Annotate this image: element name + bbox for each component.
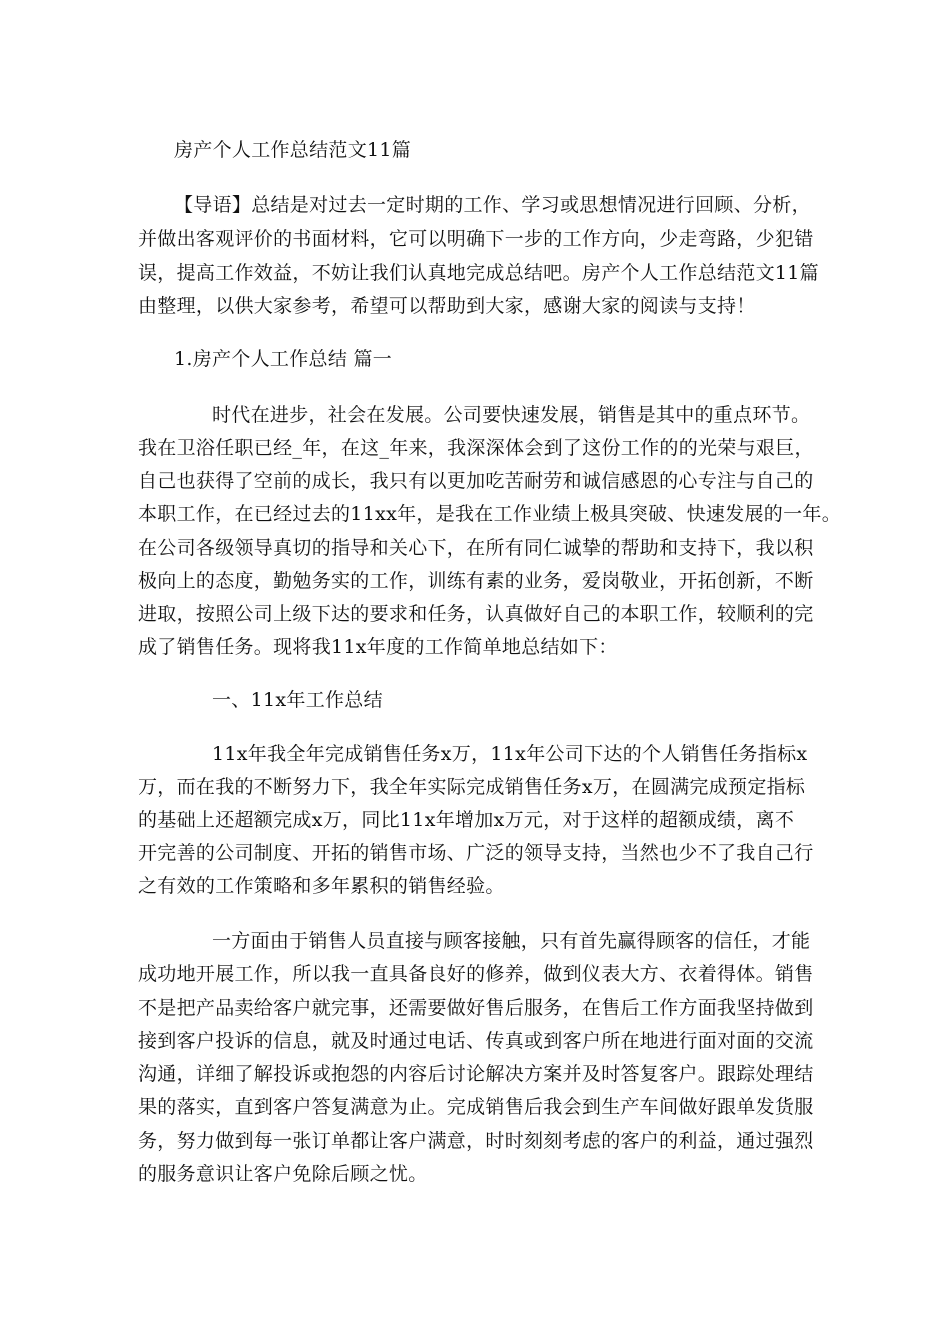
paragraph-line: 万，而在我的不断努力下，我全年实际完成销售任务x万，在圆满完成预定指标 xyxy=(138,776,806,798)
subheading: 一、11x年工作总结 xyxy=(212,689,383,711)
intro-line: 误，提高工作效益，不妨让我们认真地完成总结吧。房产个人工作总结范文11篇 xyxy=(138,262,819,284)
paragraph-line: 开完善的公司制度、开拓的销售市场、广泛的领导支持，当然也少不了我自己行 xyxy=(138,842,814,864)
paragraph-line: 在公司各级领导真切的指导和关心下，在所有同仁诚挚的帮助和支持下，我以积 xyxy=(138,537,814,559)
paragraph-line: 果的落实，直到客户答复满意为止。完成销售后我会到生产车间做好跟单发货服 xyxy=(138,1096,814,1118)
paragraph-line: 时代在进步，社会在发展。公司要快速发展，销售是其中的重点环节。 xyxy=(212,404,811,426)
intro-line: 【导语】总结是对过去一定时期的工作、学习或思想情况进行回顾、分析， xyxy=(174,194,811,216)
document-title: 房产个人工作总结范文11篇 xyxy=(174,139,412,161)
paragraph-line: 成功地开展工作，所以我一直具备良好的修养，做到仪表大方、衣着得体。销售 xyxy=(138,963,814,985)
paragraph-line: 的服务意识让客户免除后顾之忧。 xyxy=(138,1163,428,1185)
paragraph-line: 自己也获得了空前的成长，我只有以更加吃苦耐劳和诚信感恩的心专注与自己的 xyxy=(138,470,814,492)
paragraph-line: 我在卫浴任职已经_年，在这_年来，我深深体会到了这份工作的的光荣与艰巨， xyxy=(138,437,814,459)
paragraph-line: 一方面由于销售人员直接与顾客接触，只有首先赢得顾客的信任，才能 xyxy=(212,930,811,952)
paragraph-line: 的基础上还超额完成x万，同比11x年增加x万元，对于这样的超额成绩，离不 xyxy=(138,809,795,831)
paragraph-line: 接到客户投诉的信息，就及时通过电话、传真或到客户所在地进行面对面的交流 xyxy=(138,1030,814,1052)
paragraph-line: 进取，按照公司上级下达的要求和任务，认真做好自己的本职工作，较顺利的完 xyxy=(138,603,814,625)
paragraph-line: 不是把产品卖给客户就完事，还需要做好售后服务，在售后工作方面我坚持做到 xyxy=(138,997,814,1019)
paragraph-line: 极向上的态度，勤勉务实的工作，训练有素的业务，爱岗敬业，开拓创新，不断 xyxy=(138,570,814,592)
paragraph-line: 务，努力做到每一张订单都让客户满意，时时刻刻考虑的客户的利益，通过强烈 xyxy=(138,1130,814,1152)
paragraph-line: 之有效的工作策略和多年累积的销售经验。 xyxy=(138,875,505,897)
paragraph-line: 沟通，详细了解投诉或抱怨的内容后讨论解决方案并及时答复客户。跟踪处理结 xyxy=(138,1063,814,1085)
paragraph-line: 11x年我全年完成销售任务x万，11x年公司下达的个人销售任务指标x xyxy=(212,743,808,765)
paragraph-line: 本职工作，在已经过去的11xx年，是我在工作业绩上极具突破、快速发展的一年。 xyxy=(138,503,842,525)
intro-line: 并做出客观评价的书面材料，它可以明确下一步的工作方向，少走弯路，少犯错 xyxy=(138,228,814,250)
section-heading: 1.房产个人工作总结 篇一 xyxy=(174,348,393,370)
intro-line: 由整理，以供大家参考，希望可以帮助到大家，感谢大家的阅读与支持！ xyxy=(138,295,756,317)
paragraph-line: 成了销售任务。现将我11x年度的工作简单地总结如下： xyxy=(138,636,618,658)
